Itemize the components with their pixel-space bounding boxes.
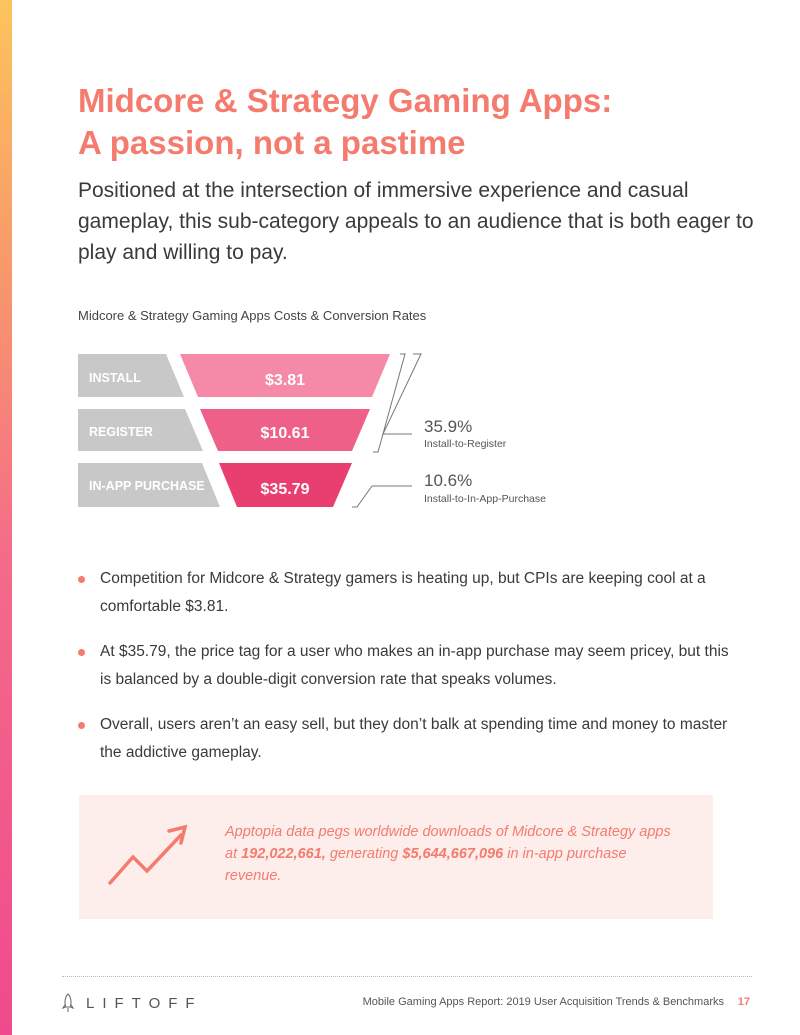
- footer-report-title: Mobile Gaming Apps Report: 2019 User Acquisition Trends & Benchmarks: [362, 996, 724, 1008]
- bullet-dot-icon: [78, 576, 85, 583]
- page-number: 17: [737, 996, 750, 1008]
- revenue-figure: $5,644,667,096: [402, 846, 504, 862]
- register-cost: $10.61: [260, 425, 310, 442]
- logo-text: LIFTOFF: [86, 994, 203, 1012]
- rocket-icon: [62, 993, 74, 1013]
- callout-text: [225, 821, 675, 887]
- bullet-item: [78, 711, 738, 767]
- install-label: INSTALL: [89, 371, 141, 385]
- bullet-item: [78, 565, 738, 621]
- callout-text-part: Apptopia data pegs worldwide downloads of Midcore & Strategy apps at: [225, 824, 671, 862]
- bullet-text: Competition for Midcore & Strategy gamers is heating up, but CPIs are keeping cool at a comfortable $3.81.: [100, 570, 706, 615]
- bullet-list: [78, 565, 738, 784]
- register-rate-label: Install-to-Register: [424, 438, 507, 450]
- bullet-dot-icon: [78, 649, 85, 656]
- title-line-1: Midcore & Strategy Gaming Apps:: [78, 82, 613, 119]
- bullet-text: At $35.79, the price tag for a user who makes an in-app purchase may seem pricey, but this is balanced by a double-digit conversion rate that speaks volumes.: [100, 643, 729, 688]
- install-cost: $3.81: [264, 372, 306, 389]
- callout-box: [79, 795, 713, 919]
- purchase-cost: $35.79: [260, 481, 310, 498]
- bullet-dot-icon: [78, 722, 85, 729]
- chart-title: Midcore & Strategy Gaming Apps Costs & Conversion Rates: [78, 308, 427, 323]
- footer-divider: [62, 976, 752, 977]
- downloads-figure: 192,022,661,: [241, 846, 326, 862]
- purchase-label: IN-APP PURCHASE: [89, 479, 205, 493]
- title-line-2: A passion, not a pastime: [78, 124, 466, 161]
- purchase-rate-label: Install-to-In-App-Purchase: [424, 493, 546, 505]
- bullet-item: [78, 638, 738, 694]
- callout-text-part: generating: [325, 846, 403, 862]
- liftoff-logo: [62, 993, 203, 1013]
- trend-up-arrow-icon: [107, 823, 197, 889]
- register-label: REGISTER: [89, 425, 153, 439]
- purchase-rate-value: 10.6%: [424, 471, 473, 490]
- register-rate-value: 35.9%: [424, 417, 473, 436]
- callout-text-part: in in-app purchase revenue.: [225, 846, 627, 884]
- bullet-text: Overall, users aren’t an easy sell, but they don’t balk at spending time and money to master the addictive gameplay.: [100, 716, 728, 761]
- intro-paragraph: Positioned at the intersection of immersive experience and casual gameplay, this sub-category appeals to an audience that is both eager to play and willing to pay.: [78, 179, 754, 264]
